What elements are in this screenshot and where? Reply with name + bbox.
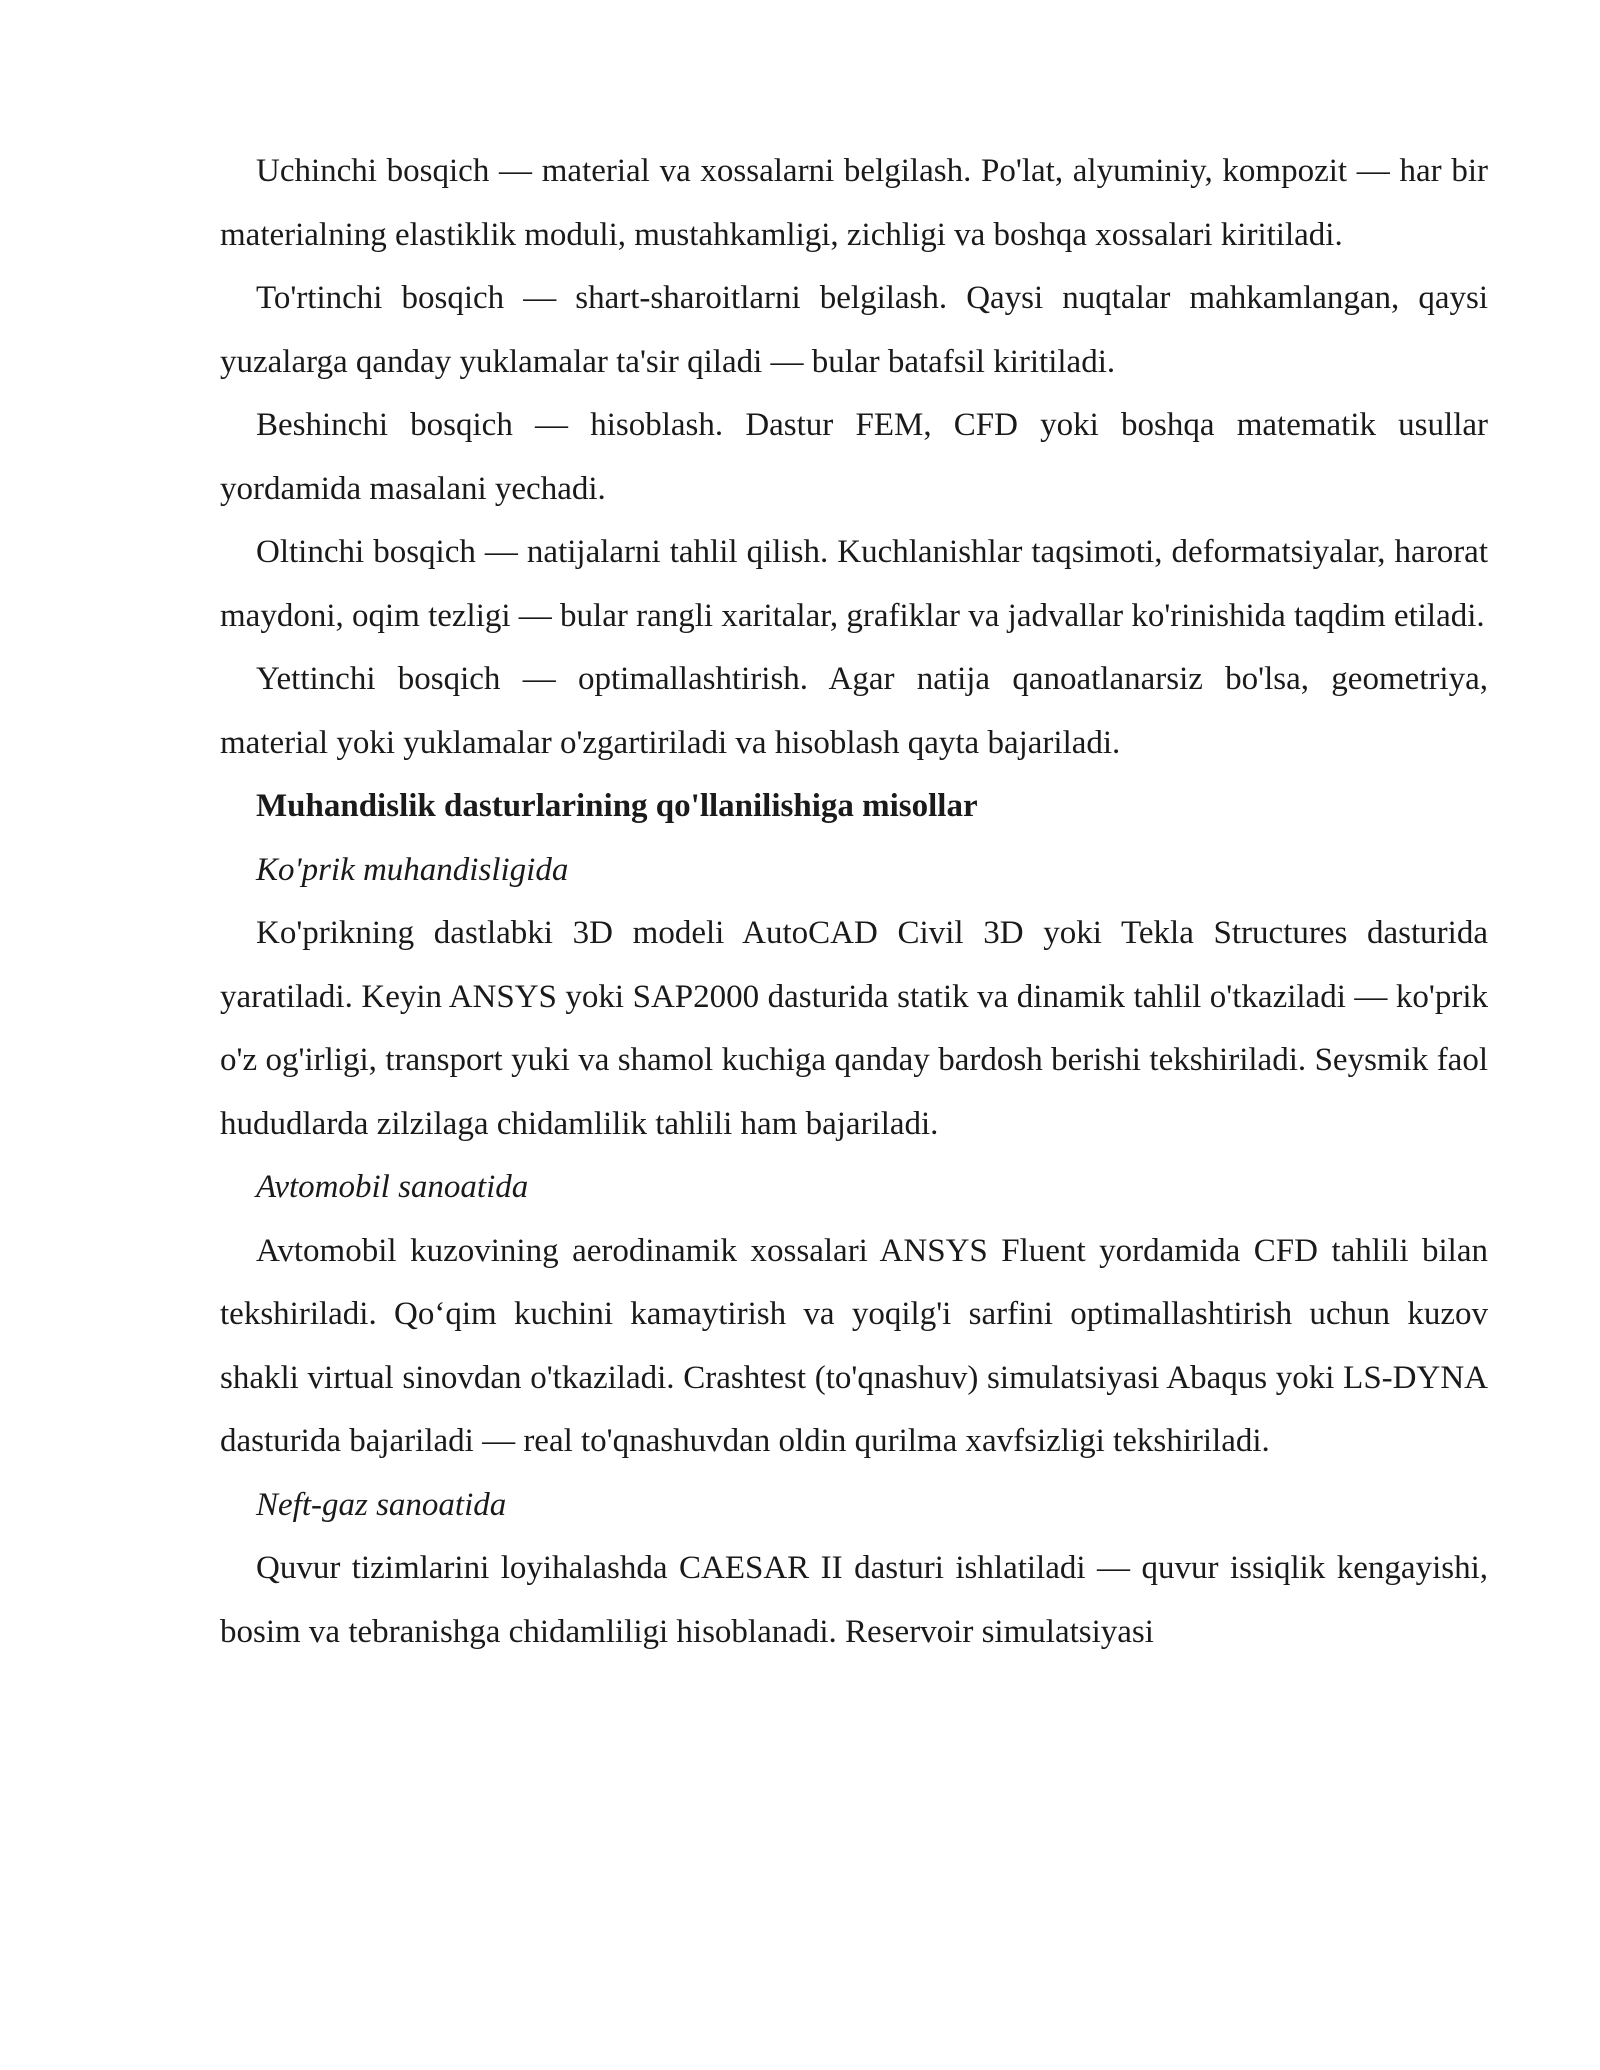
- paragraph-stage-3: Uchinchi bosqich — material va xossalarni belgilash. Po'lat, alyuminiy, kompozit — har bir materialning elastiklik moduli, mustahkamligi, zichligi va boshqa xossalari kiritiladi.: [220, 153, 1488, 253]
- paragraph-stage-6: Oltinchi bosqich — natijalarni tahlil qilish. Kuchlanishlar taqsimoti, deformatsiyalar, harorat maydoni, oqim tezligi — bular rangli xaritalar, grafiklar va jadvallar ko'rinishida taqdim etiladi.: [220, 534, 1488, 634]
- section-heading: Muhandislik dasturlarining qo'llanilishiga misollar: [256, 788, 978, 824]
- paragraph-oil-gas: Quvur tizimlarini loyihalashda CAESAR II dasturi ishlatiladi — quvur issiqlik kengayishi, bosim va tebranishga chidamliligi hisoblanadi. Reservoir simulatsiyasi: [220, 1550, 1488, 1650]
- paragraph-stage-5: Beshinchi bosqich — hisoblash. Dastur FEM, CFD yoki boshqa matematik usullar yordamida masalani yechadi.: [220, 407, 1488, 507]
- subheading-bridge: Ko'prik muhandisligida: [256, 851, 569, 888]
- paragraph-stage-7: Yettinchi bosqich — optimallashtirish. Agar natija qanoatlanarsiz bo'lsa, geometriya, material yoki yuklamalar o'zgartiriladi va hisoblash qayta bajariladi.: [220, 661, 1488, 761]
- paragraph-automotive: Avtomobil kuzovining aerodinamik xossalari ANSYS Fluent yordamida CFD tahlili bilan tekshiriladi. Qo‘qim kuchini kamaytirish va yoqilg'i sarfini optimallashtirish uchun kuzov shakli virtual sinovdan o'tkaziladi. Crashtest (to'qnashuv) simulatsiyasi Abaqus yoki LS-DYNA dasturida bajariladi — real to'qnashuvdan oldin qurilma xavfsizligi tekshiriladi.: [220, 1232, 1488, 1459]
- paragraph-stage-4: To'rtinchi bosqich — shart-sharoitlarni belgilash. Qaysi nuqtalar mahkamlangan, qaysi yuzalarga qanday yuklamalar ta'sir qiladi — bular batafsil kiritiladi.: [220, 280, 1488, 380]
- document-page: [220, 140, 1488, 1664]
- subheading-automotive: Avtomobil sanoatida: [256, 1169, 529, 1205]
- subheading-oil-gas: Neft-gaz sanoatida: [256, 1486, 507, 1523]
- paragraph-bridge: Ko'prikning dastlabki 3D modeli AutoCAD Civil 3D yoki Tekla Structures dasturida yaratiladi. Keyin ANSYS yoki SAP2000 dasturida statik va dinamik tahlil o'tkaziladi — ko'prik o'z og'irligi, transport yuki va shamol kuchiga qanday bardosh berishi tekshiriladi. Seysmik faol hududlarda zilzilaga chidamlilik tahlili ham bajariladi.: [220, 915, 1488, 1142]
